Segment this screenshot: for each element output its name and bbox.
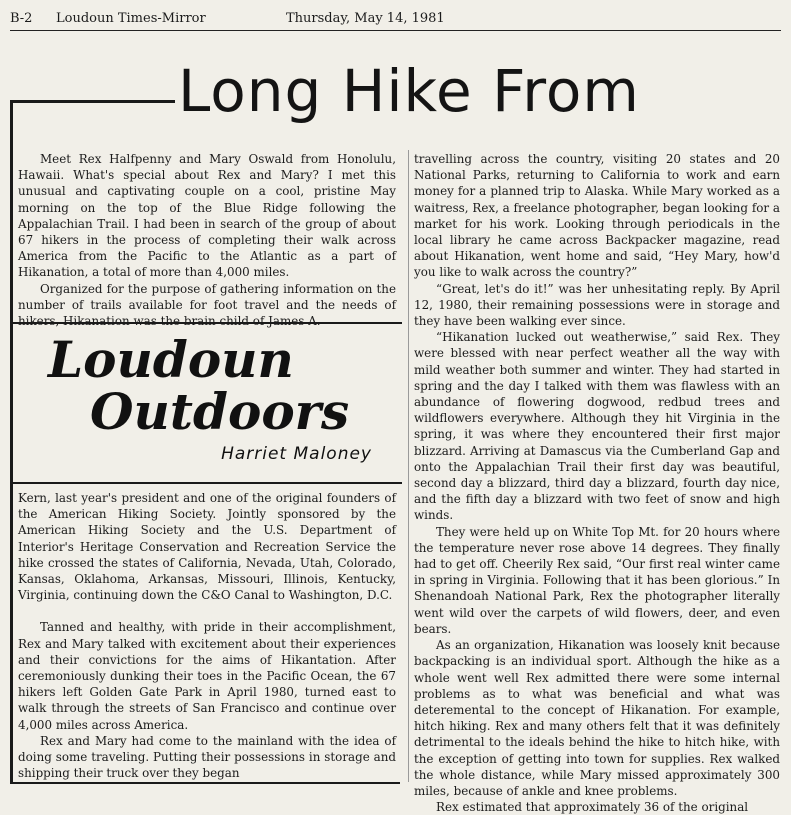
issue-date: Thursday, May 14, 1981	[286, 11, 445, 26]
article-paragraph: Tanned and healthy, with pride in their accomplishment, Rex and Mary talked with excitement about their experiences and their convictions for the aims of Hikantation. After ceremoniously dunking their toes in the Pacific Ocean, the 67 hikers left Golden Gate Park in April 1980, turned east to walk through the streets of San Francisco and continue over 4,000 miles across America.	[18, 620, 396, 732]
headline: Long Hike From	[178, 57, 640, 125]
masthead	[10, 8, 781, 31]
headline-rule	[10, 100, 175, 103]
article-column-right	[414, 151, 780, 815]
article-paragraph: Organized for the purpose of gathering information on the number of trails available for foot travel and the needs of hikers, Hikanation was the brain child of James A.	[18, 281, 396, 329]
logo-line-1: Loudoun	[48, 330, 294, 389]
article-paragraph: As an organization, Hikanation was loosely knit because backpacking is an individual sport. Although the hike as a whole went well Rex admitted there were some internal problems as to what was beneficial and what was deteremental to the concept of Hikanation. For example, hitch hiking. Rex and many others felt that it was definitely detrimental to the ideals behind the hike to hitch hike, with the exception of getting into town for supplies. Rex walked the whole distance, while Mary missed approximately 300 miles, because of ankle and knee problems.	[414, 638, 780, 798]
article-paragraph: They were held up on White Top Mt. for 20 hours where the temperature never rose above 14 degrees. They finally had to get off. Cheerily Rex said, “Our first real winter came in spring in Virginia. Following that it has been glorious.” In Shenandoah National Park, Rex the photographer literally went wild over the carpets of wild flowers, deer, and even bears.	[414, 524, 780, 636]
article-column-left-bottom	[18, 490, 396, 781]
article-paragraph: travelling across the country, visiting 20 states and 20 National Parks, returning to California to work and earn money for a planned trip to Alaska. While Mary worked as a waitress, Rex, a freelance photographer, began looking for a market for his work. Looking through periodicals in the local library he came across Backpacker magazine, read about Hikanation, went home and said, “Hey Mary, how'd you like to walk across the country?”	[414, 152, 780, 280]
byline: Harriet Maloney	[221, 444, 372, 464]
bottom-rule	[10, 782, 400, 784]
article-paragraph: Rex estimated that approximately 36 of the original	[436, 800, 749, 815]
article-paragraph: Rex and Mary had come to the mainland with the idea of doing some traveling. Putting their possessions in storage and shipping their truck over they began	[18, 733, 396, 781]
logo-line-2: Outdoors	[90, 382, 350, 441]
page-number: B-2	[10, 11, 33, 26]
newspaper-name: Loudoun Times-Mirror	[56, 11, 206, 26]
column-divider	[408, 150, 409, 782]
column-logo	[10, 322, 402, 484]
article-paragraph: Meet Rex Halfpenny and Mary Oswald from Honolulu, Hawaii. What's special about Rex and Mary? I met this unusual and captivating couple on a cool, pristine May morning on the top of the Blue Ridge following the Appalachian Trail. I had been in search of the group of about 67 hikers in the process of completing their walk across America from the Pacific to the Atlantic as a part of Hikanation, a total of more than 4,000 miles.	[18, 152, 396, 280]
article-paragraph: Kern, last year's president and one of the original founders of the American Hiking Society. Jointly sponsored by the American Hiking Society and the U.S. Department of Interior's Heritage Conservation and Recreation Service the hike crossed the states of California, Nevada, Utah, Colorado, Kansas, Oklahoma, Arkansas, Missouri, Illinois, Kentucky, Virginia, continuing down the C&O Canal to Washington, D.C.	[18, 491, 396, 603]
article-paragraph: “Great, let's do it!” was her unhesitating reply. By April 12, 1980, their remaining possessions were in storage and they have been walking ever since.	[414, 281, 780, 329]
article-paragraph: “Hikanation lucked out weatherwise,” said Rex. They were blessed with near perfect weather all the way with mild weather both summer and winter. They had started in spring and the day I talked with them was flawless with an abundance of flowering dogwood, redbud trees and wildflowers everywhere. Although they hit Virginia in the spring, it was where they encountered their first major blizzard. Arriving at Damascus via the Cumberland Gap and onto the Appalachian Trail their first day was beautiful, second day a blizzard, third day a blizzard, fourth day nice, and the fifth day a blizzard with two feet of snow and high winds.	[414, 330, 780, 523]
article-column-left-top	[18, 151, 396, 329]
